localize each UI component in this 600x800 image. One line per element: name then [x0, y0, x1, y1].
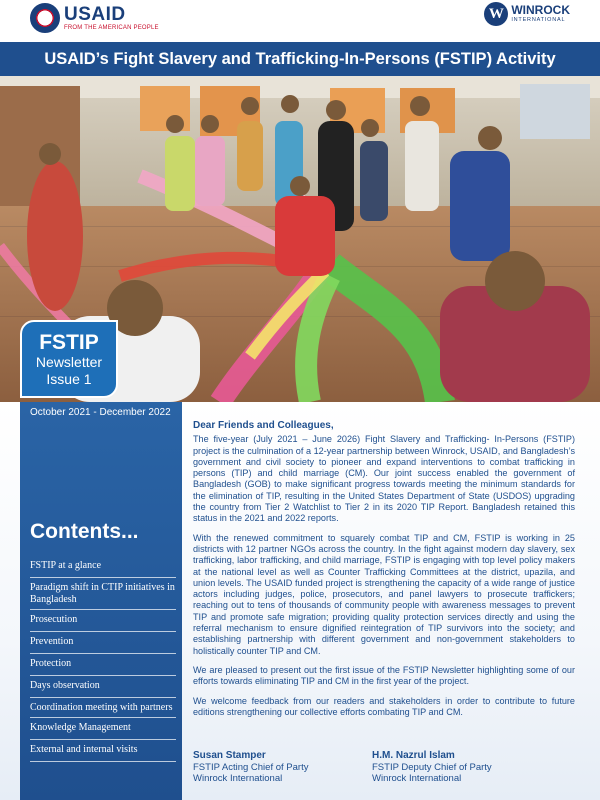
contents-list [30, 556, 176, 762]
winrock-word: WINROCK [511, 3, 570, 17]
signatory-role: FSTIP Deputy Chief of Party [372, 761, 492, 773]
contents-item-coordination-meeting[interactable]: Coordination meeting with partners [30, 698, 176, 718]
letter-paragraph: The five-year (July 2021 – June 2026) Fight Slavery and Trafficking- In-Persons (FSTIP) project is the culmination of a 12-year partnership between Winrock, USAID, and Bangladesh’s government and civil society to pioneer and expand interventions to combat trafficking in persons (TIP) and child marriage (CM). Our joint success enabled the government of Bangladesh (GOB) to make significant progress towards meeting the minimum standards for the elimination of TIP, resulting in the United States Department of State (USDOS) upgrading the country from Tier 2 Watchlist to Tier 2 in its 2020 TIP Report. Bangladesh retained this status in the 2021 and 2022 reports. [193, 434, 575, 524]
signatory-role: FSTIP Acting Chief of Party [193, 761, 309, 773]
contents-item-protection[interactable]: Protection [30, 654, 176, 676]
page-title: USAID’s Fight Slavery and Trafficking-In-Persons (FSTIP) Activity [44, 49, 556, 68]
usaid-tagline: FROM THE AMERICAN PEOPLE [64, 24, 159, 31]
winrock-logo [484, 2, 570, 26]
signature-block [193, 750, 308, 785]
usaid-logo-word: USAID [64, 3, 126, 25]
title-bar [0, 42, 600, 76]
contents-item-fstip-at-a-glance[interactable]: FSTIP at a glance [30, 556, 176, 578]
usaid-seal-icon [30, 3, 60, 33]
contents-item-days-observation[interactable]: Days observation [30, 676, 176, 698]
signatory-name: H.M. Nazrul Islam [372, 750, 455, 761]
winrock-sub: INTERNATIONAL [511, 17, 566, 23]
winrock-mark-icon: W [484, 2, 508, 26]
letter-paragraph: We are pleased to present out the first issue of the FSTIP Newsletter highlighting some of our efforts towards eliminating TIP and CM in the first year of the project. [193, 664, 575, 687]
signatory-name: Susan Stamper [193, 750, 266, 761]
page-header [0, 0, 600, 42]
contents-title: Contents... [30, 520, 139, 543]
contents-item-prevention[interactable]: Prevention [30, 632, 176, 654]
usaid-logo [30, 3, 159, 33]
signature-block [372, 750, 492, 785]
contents-item-paradigm-shift[interactable]: Paradigm shift in CTIP initiatives in Bangladesh [30, 578, 176, 610]
signatory-org: Winrock International [193, 773, 283, 784]
letter-paragraph: With the renewed commitment to squarely combat TIP and CM, FSTIP is working in 25 districts with 12 partner NGOs across the country. In the fight against modern day slavery, sex trafficking, labor trafficking, and child marriage, FSTIP is engaging with top level policy makers at the national level as well as Counter Trafficking Committees at the district, upazila, and union levels. The USAID funded project is strengthening the capacity of a wide range of justice actors including judges, police, prosecutors, and panel lawyers to prosecute traffickers; reaching out to tens of thousands of community people with awareness messages to prevent TIP and promote safe migration; providing quality protection services directly and using the referral mechanism to ensure dignified reintegration of TIP survivors into the society; and establishing partnership with different government and non-government stakeholders to holistically counter TIP and CM. [193, 532, 575, 656]
badge-line-1: FSTIP [39, 330, 99, 354]
badge-line-3: Issue 1 [46, 370, 92, 387]
issue-period: October 2021 - December 2022 [30, 407, 171, 418]
contents-item-visits[interactable]: External and internal visits [30, 740, 176, 762]
signatory-org: Winrock International [372, 773, 462, 784]
letter-paragraph: We welcome feedback from our readers and stakeholders in order to contribute to future editions strengthening our collective efforts combating TIP and CM. [193, 695, 575, 717]
newsletter-badge [20, 320, 118, 398]
welcome-letter [193, 420, 575, 726]
contents-item-knowledge-management[interactable]: Knowledge Management [30, 718, 176, 740]
letter-salutation: Dear Friends and Colleagues, [193, 420, 334, 431]
contents-item-prosecution[interactable]: Prosecution [30, 610, 176, 632]
badge-line-2: Newsletter [35, 353, 103, 370]
